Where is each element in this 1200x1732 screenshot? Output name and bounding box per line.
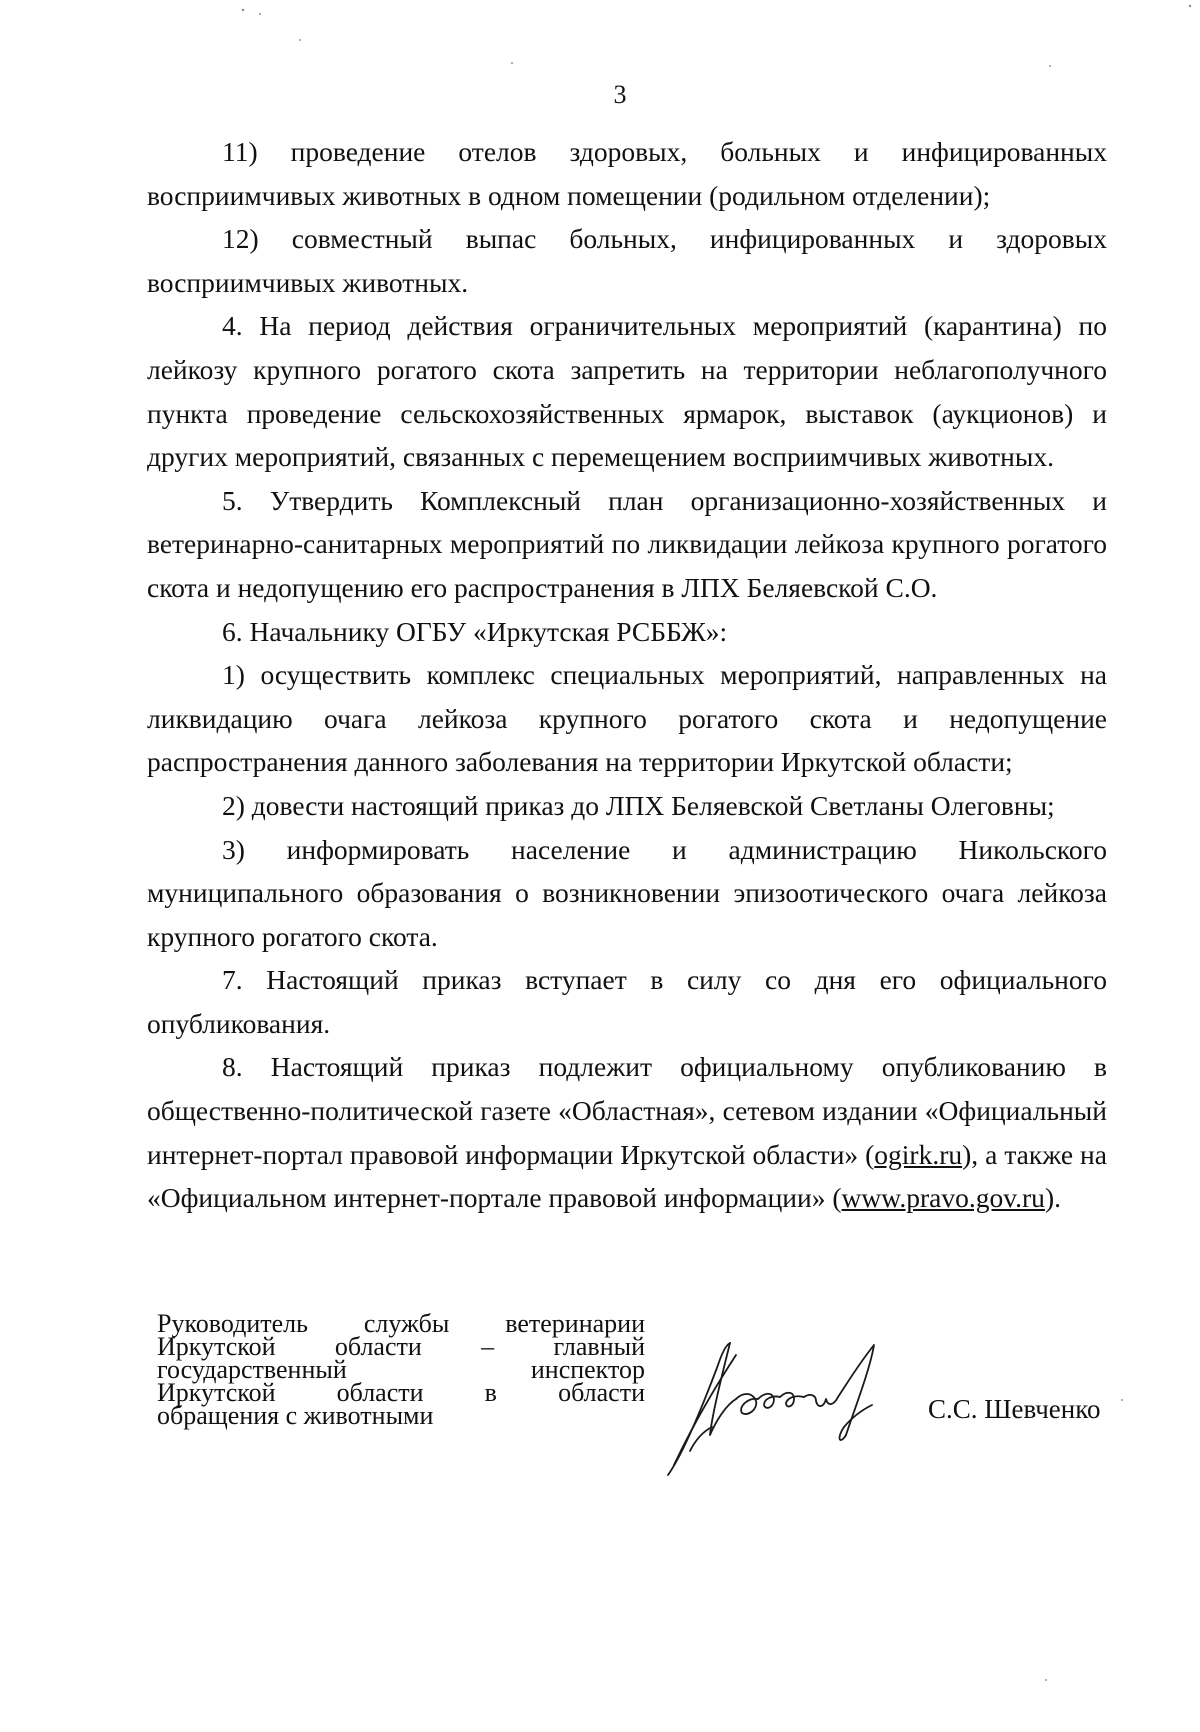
paragraph-text: 11) проведение отелов здоровых, больных и инфицированных восприимчивых животных в одном помещении (родильном отделении); xyxy=(147,136,1107,211)
paragraph-text: 5. Утвердить Комплексный план организационно-хозяйственных и ветеринарно-санитарных мероприятий по ликвидации лейкоза крупного рогатого скота и недопущению его распространения в ЛПХ Беляевской С.О. xyxy=(147,484,1107,603)
paragraph-text: 7. Настоящий приказ вступает в силу со дня его официального опубликования. xyxy=(147,964,1107,1039)
paragraph-text: 12) совместный выпас больных, инфицированных и здоровых восприимчивых животных. xyxy=(147,223,1107,298)
paragraph-text: ), а также на «Официальном интернет-портале правовой информации» ( xyxy=(147,1138,1107,1214)
paragraph-text: 6. Начальнику ОГБУ «Иркутская РСББЖ»: xyxy=(222,615,728,647)
page-number: 3 xyxy=(613,80,627,109)
url-text: ogirk.ru xyxy=(874,1138,963,1170)
paragraph-text: 1) осуществить комплекс специальных мероприятий, направленных на ликвидацию очага лейкоза крупного рогатого скота и недопущение распространения данного заболевания на территории Иркутской области; xyxy=(147,659,1107,778)
paragraph-text: ). xyxy=(1044,1182,1061,1214)
paragraph-text: 3) информировать население и администрацию Никольского муниципального образования о возникновении эпизоотического очага лейкоза крупного рогатого скота. xyxy=(147,833,1107,952)
position-line: обращения с животными xyxy=(157,1401,434,1430)
signer-name: С.С. Шевченко xyxy=(928,1394,1101,1424)
paragraph-text: 8. Настоящий приказ подлежит официальному опубликованию в общественно-политической газете «Областная», сетевом издании «Официальный интернет-портал правовой информации Иркутской области» ( xyxy=(147,1051,1107,1170)
paragraph-text: 2) довести настоящий приказ до ЛПХ Беляевской Светланы Олеговны; xyxy=(222,789,1055,821)
url-text: www.pravo.gov.ru xyxy=(841,1182,1045,1214)
position-line: государственный инспектор xyxy=(157,1355,645,1384)
paragraph-text: 4. На период действия ограничительных мероприятий (карантина) по лейкозу крупного рогатого скота запретить на территории неблагополучного пункта проведение сельскохозяйственных ярмарок, выставок (аукционов) и других мероприятий, связанных с перемещением восприимчивых животных. xyxy=(147,310,1107,473)
position-line: Руководитель службы ветеринарии xyxy=(157,1309,645,1338)
position-line: Иркутской области – главный xyxy=(157,1332,645,1361)
position-line: Иркутской области в области xyxy=(157,1378,645,1407)
